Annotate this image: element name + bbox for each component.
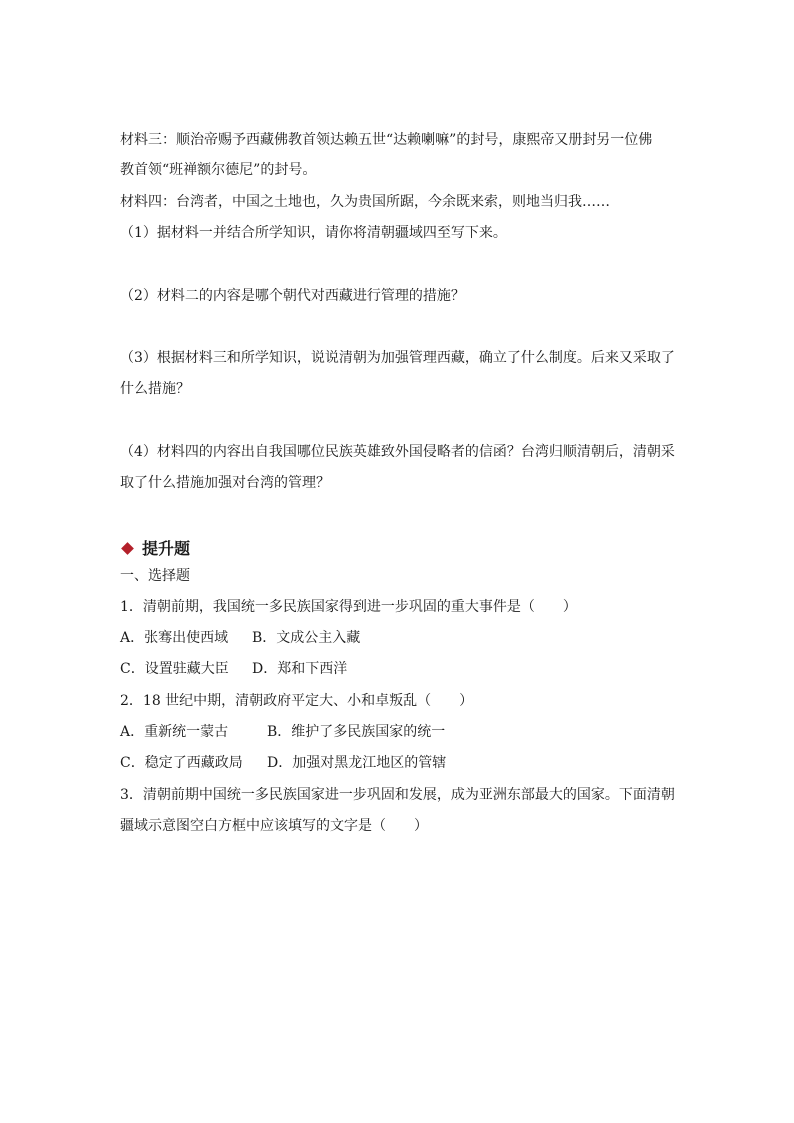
mc-1-option-a: A．张骞出使西域 xyxy=(120,630,229,646)
mc-question-1-options-row-1 xyxy=(120,628,680,648)
mc-question-3-stem-line-2: 疆域示意图空白方框中应该填写的文字是（ ） xyxy=(120,818,428,834)
question-3-line-1: （3）根据材料三和所学知识，说说清朝为加强管理西藏，确立了什么制度。后来又采取了 xyxy=(120,350,675,366)
material-4-line: 材料四：台湾者，中国之土地也，久为贵国所踞，今余既来索，则地当归我…… xyxy=(120,194,610,210)
mc-1-option-c: C．设置驻藏大臣 xyxy=(120,661,229,677)
mc-question-2-options-row-1 xyxy=(120,722,680,742)
question-2: （2）材料二的内容是哪个朝代对西藏进行管理的措施？ xyxy=(120,288,465,304)
mc-2-option-d: D．加强对黑龙江地区的管辖 xyxy=(267,755,447,771)
mc-1-option-d: D．郑和下西洋 xyxy=(252,661,348,677)
question-4-line-2: 取了什么措施加强对台湾的管理？ xyxy=(120,475,330,491)
section-title: 提升题 xyxy=(142,539,191,558)
question-1: （1）据材料一并结合所学知识，请你将清朝疆域四至写下来。 xyxy=(120,225,507,241)
mc-question-2-options-row-2 xyxy=(120,753,680,773)
material-3-line-1: 材料三：顺治帝赐予西藏佛教首领达赖五世“达赖喇嘛”的封号，康熙帝又册封另一位佛 xyxy=(120,132,653,148)
mc-2-option-a: A．重新统一蒙古 xyxy=(120,724,229,740)
question-3-line-2: 什么措施？ xyxy=(120,381,190,397)
mc-question-1-stem: 1．清朝前期，我国统一多民族国家得到进一步巩固的重大事件是（ ） xyxy=(120,599,577,615)
mc-question-1-options-row-2 xyxy=(120,659,680,679)
material-3-line-2: 教首领“班禅额尔德尼”的封号。 xyxy=(120,162,317,178)
mc-1-option-b: B．文成公主入藏 xyxy=(252,630,361,646)
mc-2-option-c: C．稳定了西藏政局 xyxy=(120,755,243,771)
diamond-bullet-icon xyxy=(121,542,134,555)
mc-question-2-stem: 2．18 世纪中期，清朝政府平定大、小和卓叛乱（ ） xyxy=(120,693,474,709)
question-4-line-1: （4）材料四的内容出自我国哪位民族英雄致外国侵略者的信函？台湾归顺清朝后，清朝采 xyxy=(120,444,675,460)
section-heading xyxy=(120,538,190,560)
subsection-title: 一、选择题 xyxy=(120,568,190,584)
mc-question-3-stem-line-1: 3．清朝前期中国统一多民族国家进一步巩固和发展，成为亚洲东部最大的国家。下面清朝 xyxy=(120,787,675,803)
mc-2-option-b: B．维护了多民族国家的统一 xyxy=(267,724,446,740)
